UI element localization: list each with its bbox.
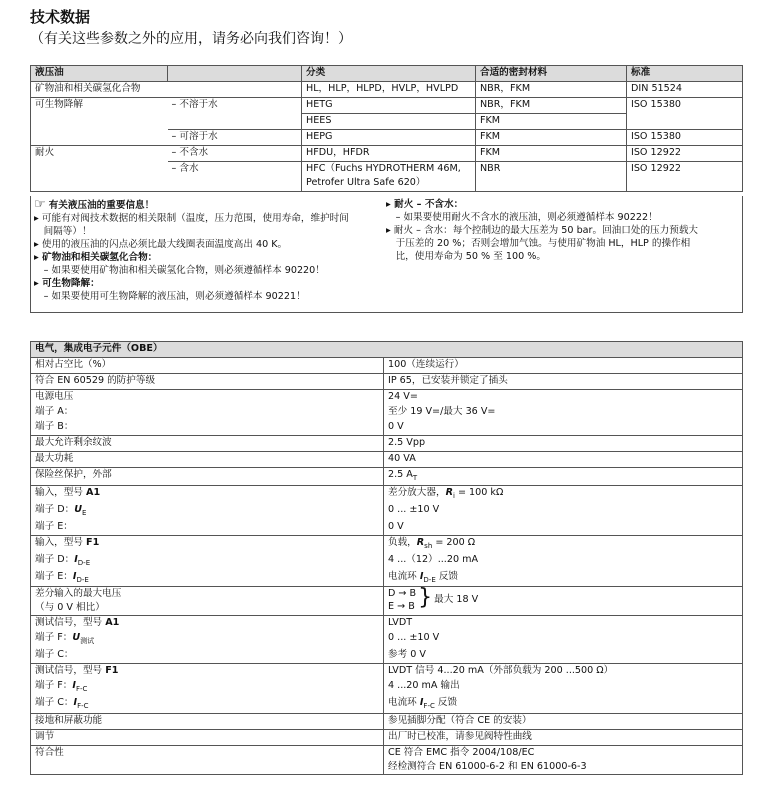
table-header-row (31, 342, 743, 358)
text-part: 经检测符合 EN 61000-6-2 和 EN 61000-6-3 (388, 761, 587, 773)
text-part: A1 (86, 486, 101, 498)
text-part: I (72, 680, 76, 692)
param-name (31, 553, 384, 570)
param-name (31, 648, 384, 664)
param-value (384, 405, 743, 420)
table-row (31, 420, 743, 436)
text-part: 端子 D： (35, 503, 75, 515)
text-part: F-C (77, 702, 89, 711)
text-part: 40 VA (388, 453, 416, 464)
text-part: I (72, 570, 77, 582)
text-part: 调节 (35, 731, 55, 743)
text-part: 端子 E： (35, 570, 73, 582)
table-header-row (31, 66, 743, 82)
fluid-class: HL，HLP，HLPD，HVLP，HVLPD (302, 82, 476, 98)
param-value (384, 587, 743, 616)
table-row (31, 98, 743, 114)
text-part: 端子 F： (35, 680, 73, 692)
fluid-subtype: – 含水 (168, 162, 302, 192)
param-value (384, 631, 743, 648)
text-part: 参见插脚分配（符合 CE 的安装） (388, 715, 532, 727)
text-part: 差分输入的最大电压 (35, 588, 122, 600)
fluid-standard: ISO 12922 (627, 146, 743, 162)
table-row (31, 553, 743, 570)
fluid-name: 可生物降解 (31, 98, 168, 114)
param-name (31, 452, 384, 468)
param-name (31, 485, 384, 502)
text-part: D-E (77, 558, 91, 567)
col-header-class: 分类 (302, 66, 476, 82)
note-line: ▸ 可能有对阀技术数据的相关限制（温度，压力范围，使用寿命，维护时间 (34, 213, 349, 224)
fluid-class-line2: Petrofer Ultra Safe 620） (306, 176, 426, 188)
param-value (384, 616, 743, 632)
table-row (31, 452, 743, 468)
text-part: 0 V (388, 520, 404, 532)
text-part: （与 0 V 相比） (35, 602, 105, 614)
table-row (31, 390, 743, 406)
text-part: 24 V= (388, 391, 418, 402)
fluid-standard: DIN 51524 (627, 82, 743, 98)
text-part: F1 (86, 536, 100, 548)
text-part: D-E (76, 575, 89, 584)
electrical-table-body (31, 358, 743, 775)
table-row (31, 146, 743, 162)
text-part: 至少 19 V=/最大 36 V= (388, 406, 496, 417)
fluid-class: HETG (302, 98, 476, 114)
param-value (384, 714, 743, 730)
param-value (384, 520, 743, 536)
param-name (31, 420, 384, 436)
param-name (31, 390, 384, 406)
text-part: 测试信号，型号 (35, 665, 106, 677)
text-part: E (82, 508, 87, 517)
text-part: D-E (423, 575, 436, 584)
table-row (31, 82, 743, 98)
param-value (384, 468, 743, 486)
param-name (31, 436, 384, 452)
param-name (31, 374, 384, 390)
text-part: 100（连续运行） (388, 359, 464, 370)
text-part: 输入，型号 (35, 536, 87, 548)
col-header-standard: 标准 (627, 66, 743, 82)
table-row (31, 631, 743, 648)
param-name (31, 587, 384, 616)
text-part: = 100 kΩ (454, 486, 504, 498)
param-name (31, 714, 384, 730)
fluid-standard: ISO 15380 (627, 98, 743, 114)
text-part: F-C (423, 702, 435, 711)
param-value (384, 664, 743, 680)
fluid-seal: FKM (476, 146, 627, 162)
text-part: 电源电压 (35, 391, 74, 402)
param-name (31, 570, 384, 587)
text-part: A1 (105, 617, 120, 629)
table-row (31, 587, 743, 616)
table-row (31, 730, 743, 746)
param-name (31, 730, 384, 746)
text-part: 出厂时已校准，请参见阀特性曲线 (388, 731, 532, 743)
table-row (31, 114, 743, 130)
param-name (31, 468, 384, 486)
fluid-name: 耐火 (31, 146, 168, 162)
fluid-name: 矿物油和相关碳氢化合物 (31, 82, 168, 98)
text-part: 符合 EN 60529 的防护等级 (35, 375, 156, 386)
electrical-table-header: 电气，集成电子元件（OBE） (31, 342, 743, 358)
param-name (31, 535, 384, 552)
table-row (31, 485, 743, 502)
note-line: ▸ 矿物油和相关碳氢化合物： (34, 252, 158, 263)
note-line: 间隔等）！ (34, 226, 92, 237)
text-part: 0 V (388, 421, 404, 432)
table-row (31, 648, 743, 664)
text-part: 端子 E： (35, 520, 73, 532)
param-name (31, 679, 384, 696)
fluid-seal: FKM (476, 114, 627, 130)
table-row (31, 405, 743, 420)
text-part: 0 ... ±10 V (388, 632, 440, 644)
table-row (31, 503, 743, 520)
fluid-class-line1: HFC（Fuchs HYDROTHERM 46M, (306, 163, 461, 174)
table-row (31, 374, 743, 390)
param-value (384, 358, 743, 374)
text-part: U (74, 503, 83, 515)
text-part: i (452, 491, 455, 500)
text-part: 输入，型号 (35, 486, 87, 498)
table-row (31, 664, 743, 680)
text-part: 最大 18 V (434, 594, 479, 606)
param-value (384, 503, 743, 520)
text-part: 端子 C： (35, 649, 74, 661)
text-part: E → B (388, 601, 415, 613)
notes-heading: ☞ 有关液压油的重要信息！ (34, 197, 155, 212)
text-part: 保险丝保护，外部 (35, 469, 112, 480)
param-value (384, 648, 743, 664)
page-subtitle: （有关这些参数之外的应用，请务必向我们咨询！） (30, 31, 352, 47)
text-part: 负载， (388, 536, 417, 548)
text-part: 反馈 (435, 570, 459, 582)
text-part: 端子 A： (35, 406, 74, 417)
param-value (384, 553, 743, 570)
text-part: U (72, 632, 81, 644)
text-part: 2.5 A (388, 469, 413, 480)
text-part: 最大允许剩余纹波 (35, 437, 112, 448)
text-part: 端子 D： (35, 553, 75, 565)
table-row (31, 679, 743, 696)
param-value (384, 746, 743, 775)
table-row (31, 616, 743, 632)
fluid-class (302, 162, 476, 192)
param-value (384, 730, 743, 746)
note-line: – 如果要使用耐火不含水的液压油，则必须遵循样本 90222！ (386, 212, 658, 223)
param-value (384, 374, 743, 390)
param-value (384, 452, 743, 468)
fluid-class: HEPG (302, 130, 476, 146)
table-row (31, 714, 743, 730)
param-name (31, 746, 384, 775)
fluid-standard: ISO 15380 (627, 130, 743, 146)
param-value (384, 696, 743, 713)
text-part: 4 ...（12）...20 mA (388, 553, 479, 565)
text-part: 符合性 (35, 747, 64, 759)
param-value (384, 436, 743, 452)
note-line: ▸ 耐火 – 不含水： (386, 199, 464, 210)
col-header-spacer (168, 66, 302, 82)
table-row (31, 696, 743, 713)
fluid-subtype: – 不溶于水 (168, 98, 302, 114)
table-row (31, 358, 743, 374)
param-name (31, 664, 384, 680)
text-part: 参考 0 V (388, 649, 426, 661)
text-part: 最大功耗 (35, 453, 74, 464)
col-header-fluid: 液压油 (31, 66, 168, 82)
brace-symbol: } (418, 585, 433, 611)
fluid-notes-box (30, 196, 743, 313)
table-row (31, 162, 743, 192)
param-value (384, 570, 743, 587)
text-part: F1 (105, 665, 119, 677)
fluid-standard: ISO 12922 (627, 162, 743, 192)
note-line: 比，使用寿命为 50 % 至 100 %。 (386, 251, 546, 262)
fluid-name (31, 114, 168, 130)
param-value (384, 679, 743, 696)
fluid-subtype: – 不含水 (168, 146, 302, 162)
note-line: ▸ 耐火 – 含水：每个控制边的最大压差为 50 bar。回油口处的压力预载大 (386, 225, 699, 236)
col-header-seal: 合适的密封材料 (476, 66, 627, 82)
fluid-subtype: – 可溶于水 (168, 130, 302, 146)
param-value (384, 420, 743, 436)
text-part: 差分放大器， (388, 486, 446, 498)
note-line: 于压差的 20 %；否则会增加气蚀。与使用矿物油 HL，HLP 的操作相 (386, 238, 691, 249)
param-name (31, 503, 384, 520)
pointing-hand-icon: ☞ (34, 197, 46, 212)
fluid-subtype (168, 82, 302, 98)
text-part: T (412, 473, 418, 482)
text-part: I (419, 697, 424, 709)
param-name (31, 696, 384, 713)
electrical-data-table (30, 341, 743, 775)
fluid-subtype (168, 114, 302, 130)
text-part: 4 ...20 mA 输出 (388, 680, 460, 692)
table-row (31, 535, 743, 552)
text-part: 电流环 (388, 697, 420, 709)
fluid-class: HEES (302, 114, 476, 130)
param-value (384, 535, 743, 552)
fluid-class: HFDU，HFDR (302, 146, 476, 162)
text-part: F-C (75, 685, 88, 694)
diff-input-list (388, 587, 416, 613)
text-part: 端子 C： (35, 697, 74, 709)
table-row (31, 746, 743, 775)
param-value (384, 390, 743, 406)
text-part: 0 ... ±10 V (388, 503, 440, 515)
text-part: LVDT (388, 617, 413, 629)
fluid-seal: NBR，FKM (476, 98, 627, 114)
text-part: 端子 B： (35, 421, 74, 432)
param-name (31, 358, 384, 374)
fluid-seal: NBR，FKM (476, 82, 627, 98)
text-part: = 200 Ω (432, 536, 476, 548)
param-name (31, 616, 384, 632)
param-name (31, 405, 384, 420)
hydraulic-fluid-table (30, 65, 743, 192)
fluid-name (31, 130, 168, 146)
notes-left-column (34, 198, 374, 303)
param-name (31, 520, 384, 536)
note-line: ▸ 使用的液压油的闪点必须比最大线圈表面温度高出 40 K。 (34, 239, 288, 250)
text-part: I (74, 553, 78, 565)
table-row (31, 570, 743, 587)
fluid-standard (627, 114, 743, 130)
text-part: 2.5 Vpp (388, 437, 426, 448)
text-part: LVDT 信号 4...20 mA（外部负载为 200 ...500 Ω） (388, 665, 614, 677)
text-part: CE 符合 EMC 指令 2004/108/EC (388, 747, 535, 759)
fluid-seal: FKM (476, 130, 627, 146)
param-value (384, 485, 743, 502)
table-row (31, 468, 743, 486)
notes-right-column (386, 198, 740, 263)
text-part: 电流环 (388, 570, 420, 582)
note-line: – 如果要使用矿物油和相关碳氢化合物，则必须遵循样本 90220！ (34, 265, 325, 276)
table-row (31, 436, 743, 452)
note-line: – 如果要使用可生物降解的液压油，则必须遵循样本 90221！ (34, 291, 306, 302)
text-part: 测试 (80, 637, 95, 646)
param-name (31, 631, 384, 648)
text-part: 反馈 (434, 697, 458, 709)
fluid-name (31, 162, 168, 192)
text-part: D → B (388, 588, 417, 600)
text-part: sh (424, 541, 433, 550)
text-part: 相对占空比（%） (35, 359, 112, 370)
table-row (31, 130, 743, 146)
fluid-seal: NBR (476, 162, 627, 192)
text-part: I (73, 697, 78, 709)
text-part: R (445, 486, 453, 498)
text-part: 接地和屏蔽功能 (35, 715, 103, 727)
text-part: R (416, 536, 425, 548)
table-row (31, 520, 743, 536)
note-line: ▸ 可生物降解： (34, 278, 100, 289)
text-part: I (419, 570, 424, 582)
text-part: 测试信号，型号 (35, 617, 106, 629)
page-title: 技术数据 (30, 8, 91, 26)
text-part: 端子 F： (35, 632, 73, 644)
text-part: IP 65，已安装并锁定了插头 (388, 375, 508, 386)
